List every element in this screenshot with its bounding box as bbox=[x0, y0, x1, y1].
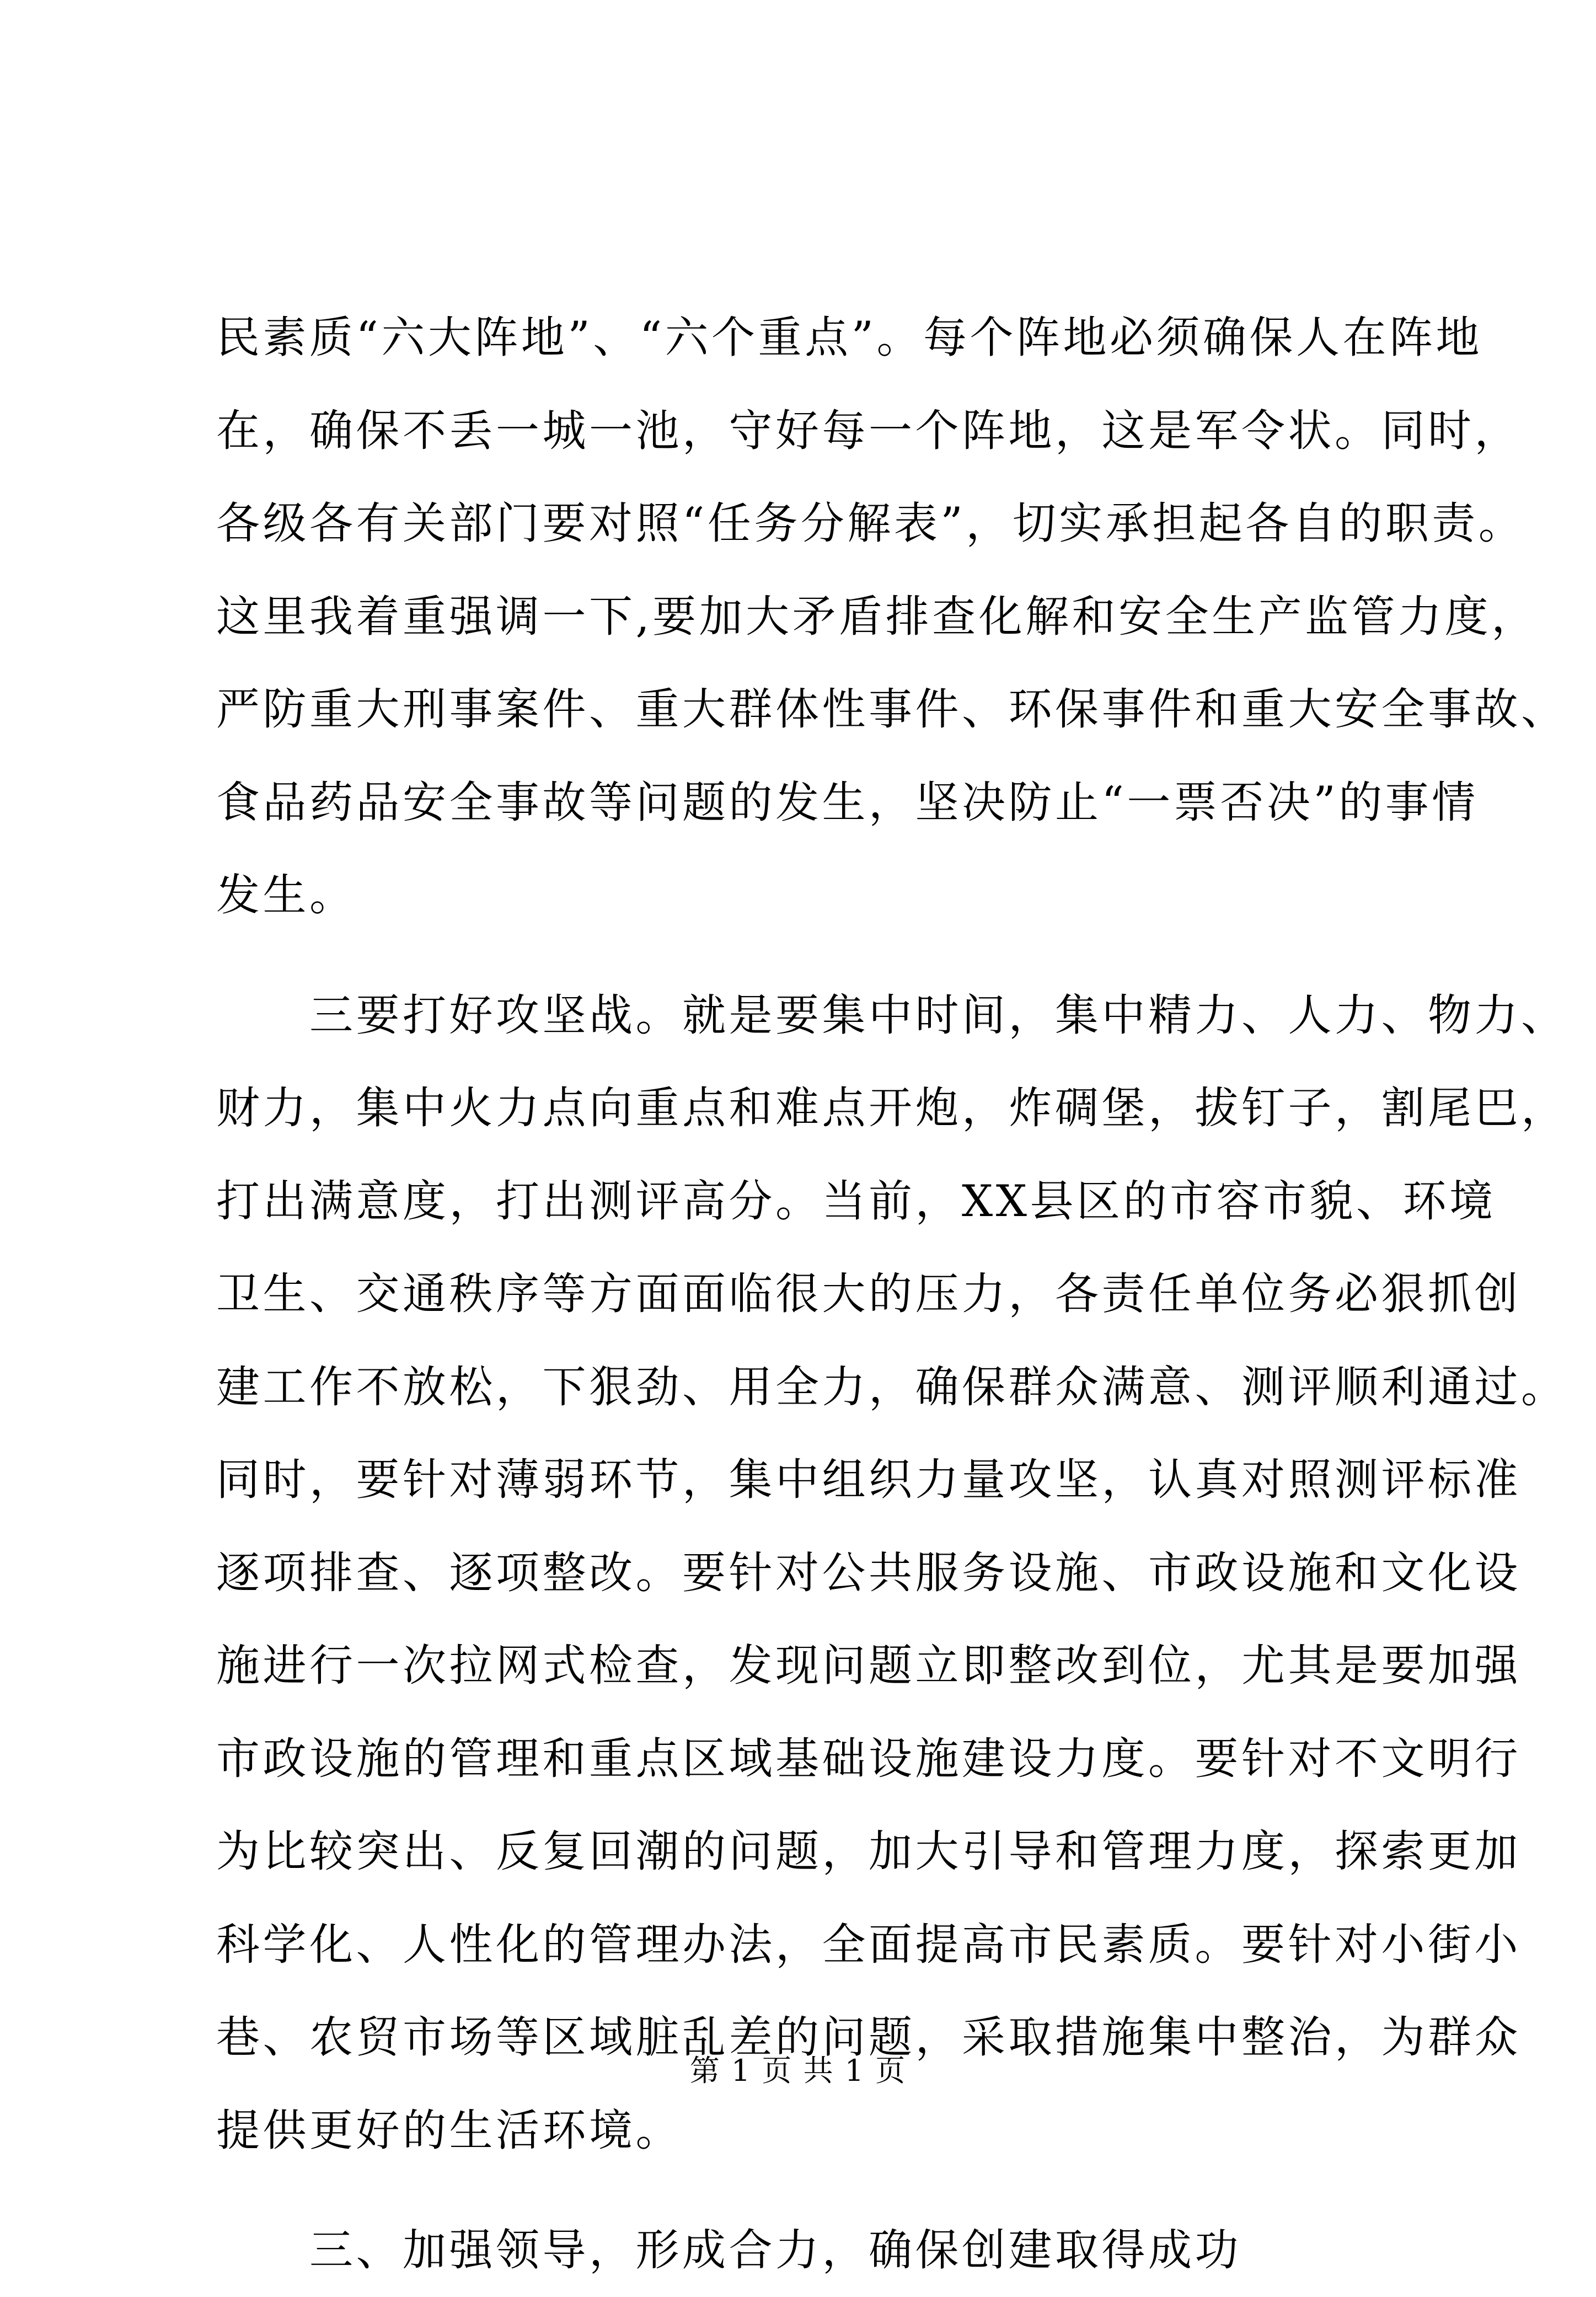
paragraph-gap bbox=[216, 942, 1407, 969]
text-line: 财力，集中火力点向重点和难点开炮，炸碉堡，拔钉子，割尾巴， bbox=[216, 1083, 1568, 1133]
paragraph-three-attack bbox=[216, 969, 1568, 2177]
text-line: 施进行一次拉网式检查，发现问题立即整改到位，尤其是要加强 bbox=[216, 1640, 1521, 1691]
text-line: 在，确保不丢一城一池，守好每一个阵地，这是军令状。同时， bbox=[216, 405, 1521, 456]
paragraph-gap bbox=[216, 2177, 1407, 2204]
text-line: 民素质“六大阵地”、“六个重点”。每个阵地必须确保人在阵地 bbox=[216, 312, 1483, 363]
section-heading: 三、加强领导，形成合力，确保创建取得成功 bbox=[216, 2225, 1241, 2275]
text-line: 为比较突出、反复回潮的问题，加大引导和管理力度，探索更加 bbox=[216, 1826, 1521, 1877]
text-line: 同时，要针对薄弱环节，集中组织力量攻坚，认真对照测评标准 bbox=[216, 1454, 1521, 1505]
text-line: 食品药品安全事故等问题的发生，坚决防止“一票否决”的事情 bbox=[216, 777, 1479, 828]
text-line: 建工作不放松，下狠劲、用全力，确保群众满意、测评顺利通过。 bbox=[216, 1361, 1568, 1412]
text-line: 发生。 bbox=[216, 870, 356, 920]
text-line: 三要打好攻坚战。就是要集中时间，集中精力、人力、物力、 bbox=[216, 989, 1568, 1041]
text-line: 各级各有关部门要对照“任务分解表”，切实承担起各自的职责。 bbox=[216, 498, 1525, 549]
text-line: 提供更好的生活环境。 bbox=[216, 2105, 682, 2156]
text-line: 市政设施的管理和重点区域基础设施建设力度。要针对不文明行 bbox=[216, 1733, 1521, 1784]
text-line: 科学化、人性化的管理办法，全面提高市民素质。要针对小街小 bbox=[216, 1919, 1521, 1970]
text-line: 严防重大刑事案件、重大群体性事件、环保事件和重大安全事故、 bbox=[216, 684, 1568, 735]
text-line: 逐项排查、逐项整改。要针对公共服务设施、市政设施和文化设 bbox=[216, 1547, 1521, 1598]
text-line: 巷、农贸市场等区域脏乱差的问题，采取措施集中整治，为群众 bbox=[216, 2012, 1521, 2063]
paragraph-continuation bbox=[216, 291, 1568, 942]
text-line: 这里我着重强调一下,要加大矛盾排查化解和安全生产监管力度， bbox=[216, 591, 1538, 642]
text-line: 卫生、交通秩序等方面面临很大的压力，各责任单位务必狠抓创 bbox=[216, 1268, 1521, 1319]
text-line: 打出满意度，打出测评高分。当前，XX县区的市容市貌、环境 bbox=[216, 1175, 1496, 1227]
page-number-footer: 第 1 页 共 1 页 bbox=[689, 2053, 907, 2088]
document-body bbox=[216, 291, 1568, 2297]
